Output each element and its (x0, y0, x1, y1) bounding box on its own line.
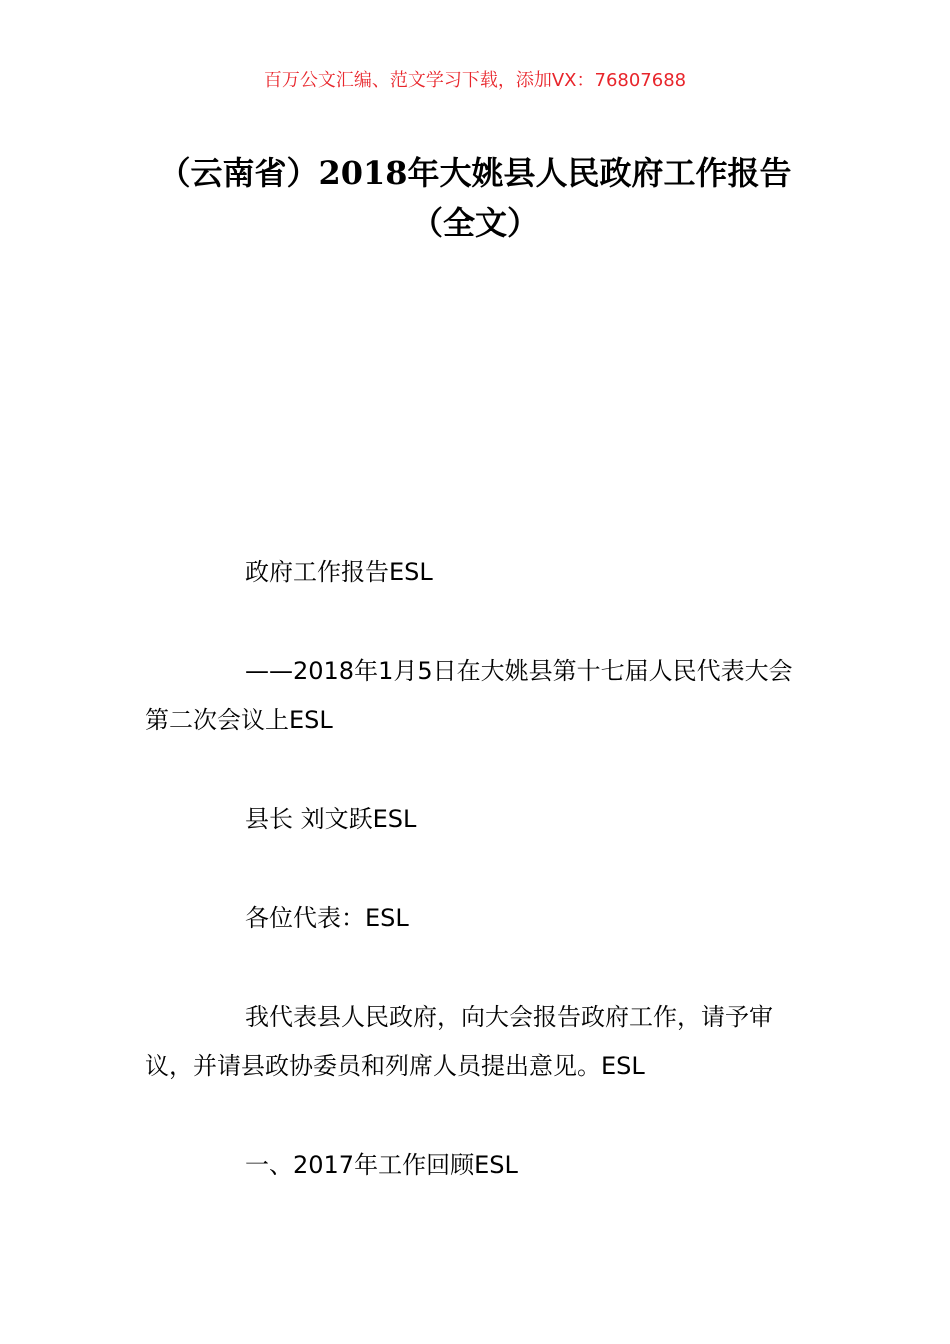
paragraph-intro: 我代表县人民政府，向大会报告政府工作，请予审议，并请县政协委员和列席人员提出意见。ESL (145, 1003, 773, 1080)
document-body (145, 548, 810, 1240)
paragraph-speaker: 县长 刘文跃ESL (245, 805, 417, 833)
paragraph-meeting-line: ——2018年1月5日在大姚县第十七届人民代表大会第二次会议上ESL (145, 657, 793, 734)
paragraph-report-label: 政府工作报告ESL (245, 558, 433, 586)
document-title: （云南省）2018年大姚县人民政府工作报告（全文） (158, 154, 792, 242)
header-note: 百万公文汇编、范文学习下载，添加VX：76807688 (263, 70, 687, 91)
section-heading-review: 一、2017年工作回顾ESL (245, 1151, 518, 1179)
paragraph-salutation: 各位代表：ESL (245, 904, 409, 932)
